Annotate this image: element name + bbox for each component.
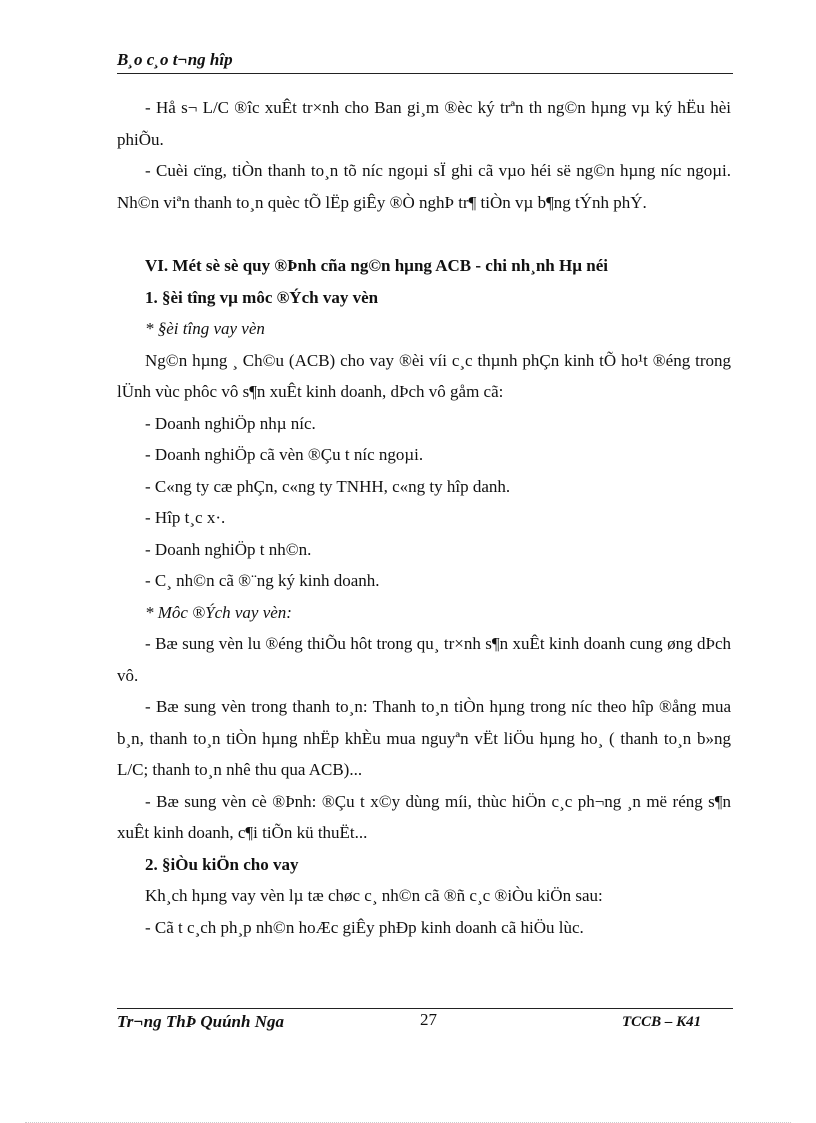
paragraph: Kh¸ch hµng vay vèn lµ tæ chøc c¸ nh©n cã ®ñ c¸c ®iÒu kiÖn sau:	[145, 886, 603, 905]
list-item: - Cã t c¸ch ph¸p nh©n hoÆc giÊy phÐp kinh doanh cã hiÖu lùc.	[145, 917, 584, 937]
footer-author: Tr¬ng ThÞ Quúnh Nga	[117, 1012, 284, 1031]
paragraph: Ng©n hµng ¸ Ch©u (ACB) cho vay ®èi víi c¸c thµnh phÇn kinh tÕ ho¹t ®éng trong lÜnh vùc phôc vô s¶n xuÊt kinh doanh, dÞch vô gåm cã:	[117, 350, 731, 401]
list-item: - Doanh nghiÖp cã vèn ®Çu t níc ngoµi.	[145, 445, 424, 464]
class-code: TCCB – K41	[622, 1014, 702, 1030]
document-body	[117, 92, 731, 943]
list-item: - Bæ sung vèn trong thanh to¸n: Thanh to¸n tiÒn hµng trong níc theo hîp ®ång mua b¸n, thanh to¸n tiÒn hµng nhËp khÈu mua nguyªn vËt liÖu hµng ho¸ ( thanh to¸n b»ng L/C; thanh to¸n nhê thu qua ACB)...	[117, 697, 731, 779]
header-title: B¸o c¸o t¬ng hîp	[117, 50, 233, 69]
list-item: - Hîp t¸c x·.	[145, 508, 226, 527]
list-heading: * Môc ®Ých vay vèn:	[145, 602, 292, 622]
paragraph: - Cuèi cïng, tiÒn thanh to¸n tõ níc ngoµi sÏ ghi cã vµo héi së ng©n hµng níc ngoµi. Nh©n viªn thanh to¸n quèc tÕ lËp giÊy ®Ò nghÞ tr¶ tiÒn vµ b¶ng tÝnh phÝ.	[117, 161, 731, 212]
subsection-heading: 2. §iÒu kiÖn cho vay	[145, 854, 299, 874]
list-heading: * §èi tîng vay vèn	[145, 319, 265, 338]
paragraph: - Hå s¬ L/C ®îc xuÊt tr×nh cho Ban gi¸m ®èc ký trªn th ng©n hµng vµ ký hËu hèi phiÕu.	[117, 98, 731, 149]
list-item: - Doanh nghiÖp nhµ níc.	[145, 413, 316, 433]
list-item: - Bæ sung vèn cè ®Þnh: ®Çu t x©y dùng míi, thùc hiÖn c¸c ph¬ng ¸n më réng s¶n xuÊt kinh doanh, c¶i tiÕn kü thuËt...	[117, 791, 731, 842]
header-divider	[117, 73, 733, 74]
page-number: 27	[420, 1010, 437, 1029]
section-heading: VI. Mét sè sè quy ®Þnh cña ng©n hµng ACB - chi nh¸nh Hµ néi	[145, 256, 608, 275]
list-item: - C¸ nh©n cã ®¨ng ký kinh doanh.	[145, 571, 380, 590]
list-item: - Doanh nghiÖp t nh©n.	[145, 539, 312, 559]
subsection-heading: 1. §èi tîng vµ môc ®Ých vay vèn	[145, 287, 379, 307]
list-item: - C«ng ty cæ phÇn, c«ng ty TNHH, c«ng ty hîp danh.	[145, 476, 511, 496]
footer-divider	[117, 1008, 733, 1009]
list-item: - Bæ sung vèn lu ®éng thiÕu hôt trong qu¸ tr×nh s¶n xuÊt kinh doanh cung øng dÞch vô.	[117, 634, 731, 685]
